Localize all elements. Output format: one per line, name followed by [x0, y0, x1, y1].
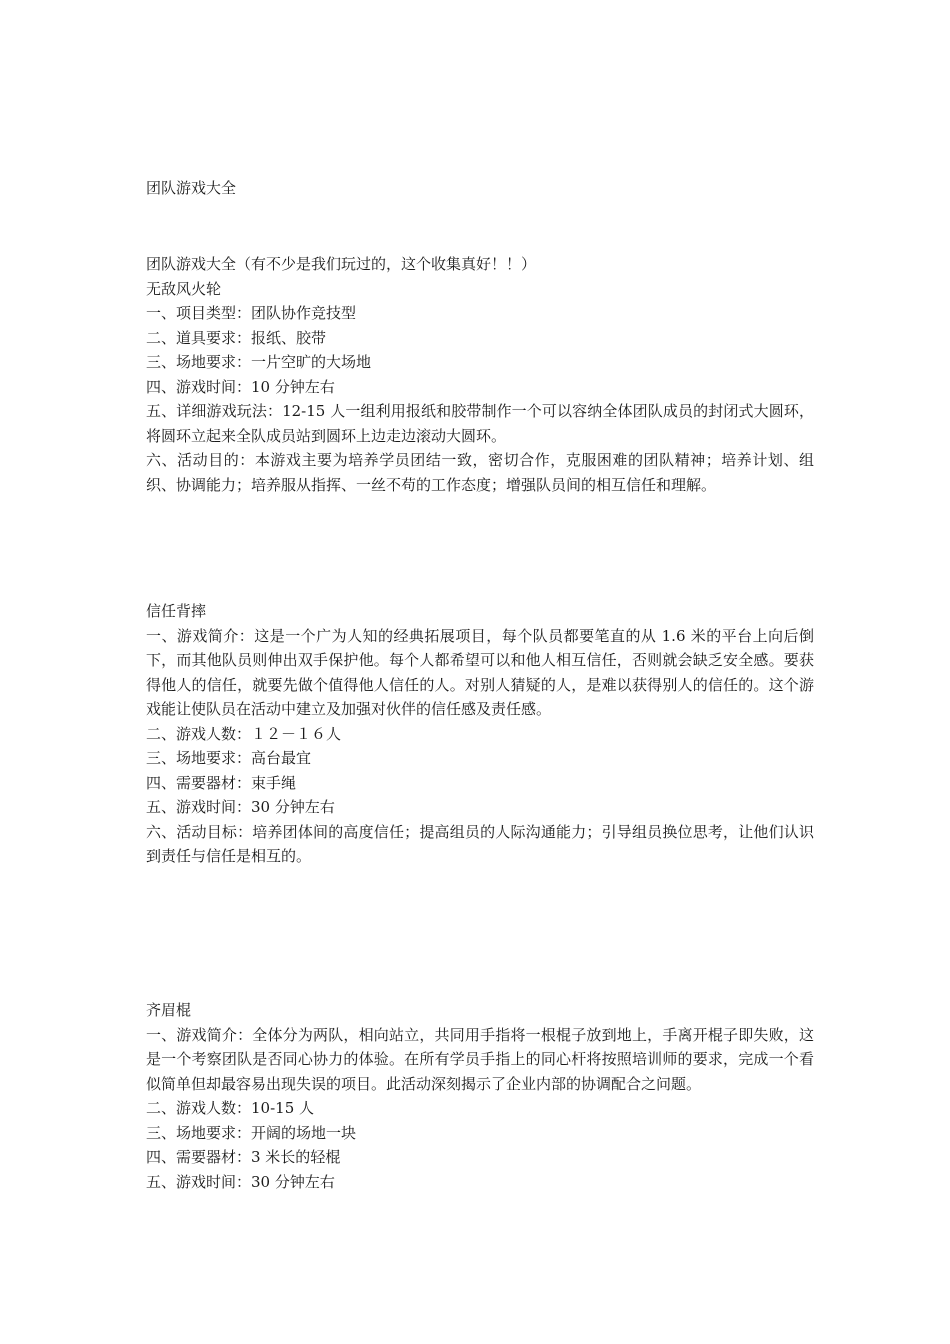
list-item: 一、游戏简介：这是一个广为人知的经典拓展项目，每个队员都要笔直的从 1.6 米的平台上向后倒下，而其他队员则伸出双手保护他。每个人都希望可以和他人相互信任，否则就会缺乏安全感。要获得他人的信任，就要先做个值得他人信任的人。对别人猜疑的人，是难以获得别人的信任的。这个游戏能让使队员在活动中建立及加强对伙伴的信任感及责任感。 [146, 626, 814, 718]
list-item: 一、游戏简介：全体分为两队，相向站立，共同用手指将一根棍子放到地上，手离开棍子即失败，这是一个考察团队是否同心协力的体验。在所有学员手指上的同心杆将按照培训师的要求，完成一个看似简单但却最容易出现失误的项目。此活动深刻揭示了企业内部的协调配合之问题。 [146, 1025, 814, 1093]
list-item: 五、详细游戏玩法：12-15 人一组利用报纸和胶带制作一个可以容纳全体团队成员的封闭式大圆环，将圆环立起来全队成员站到圆环上边走边滚动大圆环。 [146, 402, 814, 445]
list-item: 二、游戏人数：10-15 人 [146, 1099, 315, 1117]
list-item: 二、道具要求：报纸、胶带 [146, 328, 327, 347]
section-qimeigun [146, 998, 814, 1194]
list-item: 五、游戏时间：30 分钟左右 [146, 1172, 335, 1191]
section-xinren-beishuai [146, 599, 814, 869]
list-item: 三、场地要求：高台最宜 [146, 749, 312, 767]
list-item: 四、需要器材：束手绳 [146, 773, 297, 792]
list-item: 三、场地要求：开阔的场地一块 [146, 1123, 357, 1142]
document-title: 团队游戏大全 [146, 179, 237, 197]
section-heading: 无敌风火轮 [146, 279, 222, 298]
list-item: 六、活动目标：培养团体间的高度信任；提高组员的人际沟通能力；引导组员换位思考，让他们认识到责任与信任是相互的。 [146, 822, 814, 865]
section-wudi-fenghuolun [146, 252, 814, 497]
list-item: 四、游戏时间：10 分钟左右 [146, 377, 335, 396]
list-item: 二、游戏人数：１２－１６人 [146, 724, 342, 743]
list-item: 一、项目类型：团队协作竞技型 [146, 304, 357, 322]
list-item: 五、游戏时间：30 分钟左右 [146, 798, 335, 816]
section-heading: 信任背摔 [146, 602, 207, 620]
list-item: 四、需要器材：3 米长的轻棍 [146, 1148, 341, 1166]
list-item: 六、活动目的：本游戏主要为培养学员团结一致，密切合作，克服困难的团队精神；培养计划、组织、协调能力；培养服从指挥、一丝不苟的工作态度；增强队员间的相互信任和理解。 [146, 451, 814, 494]
intro-line: 团队游戏大全（有不少是我们玩过的，这个收集真好！！） [146, 255, 537, 273]
section-heading: 齐眉棍 [146, 1001, 192, 1019]
list-item: 三、场地要求：一片空旷的大场地 [146, 353, 372, 371]
